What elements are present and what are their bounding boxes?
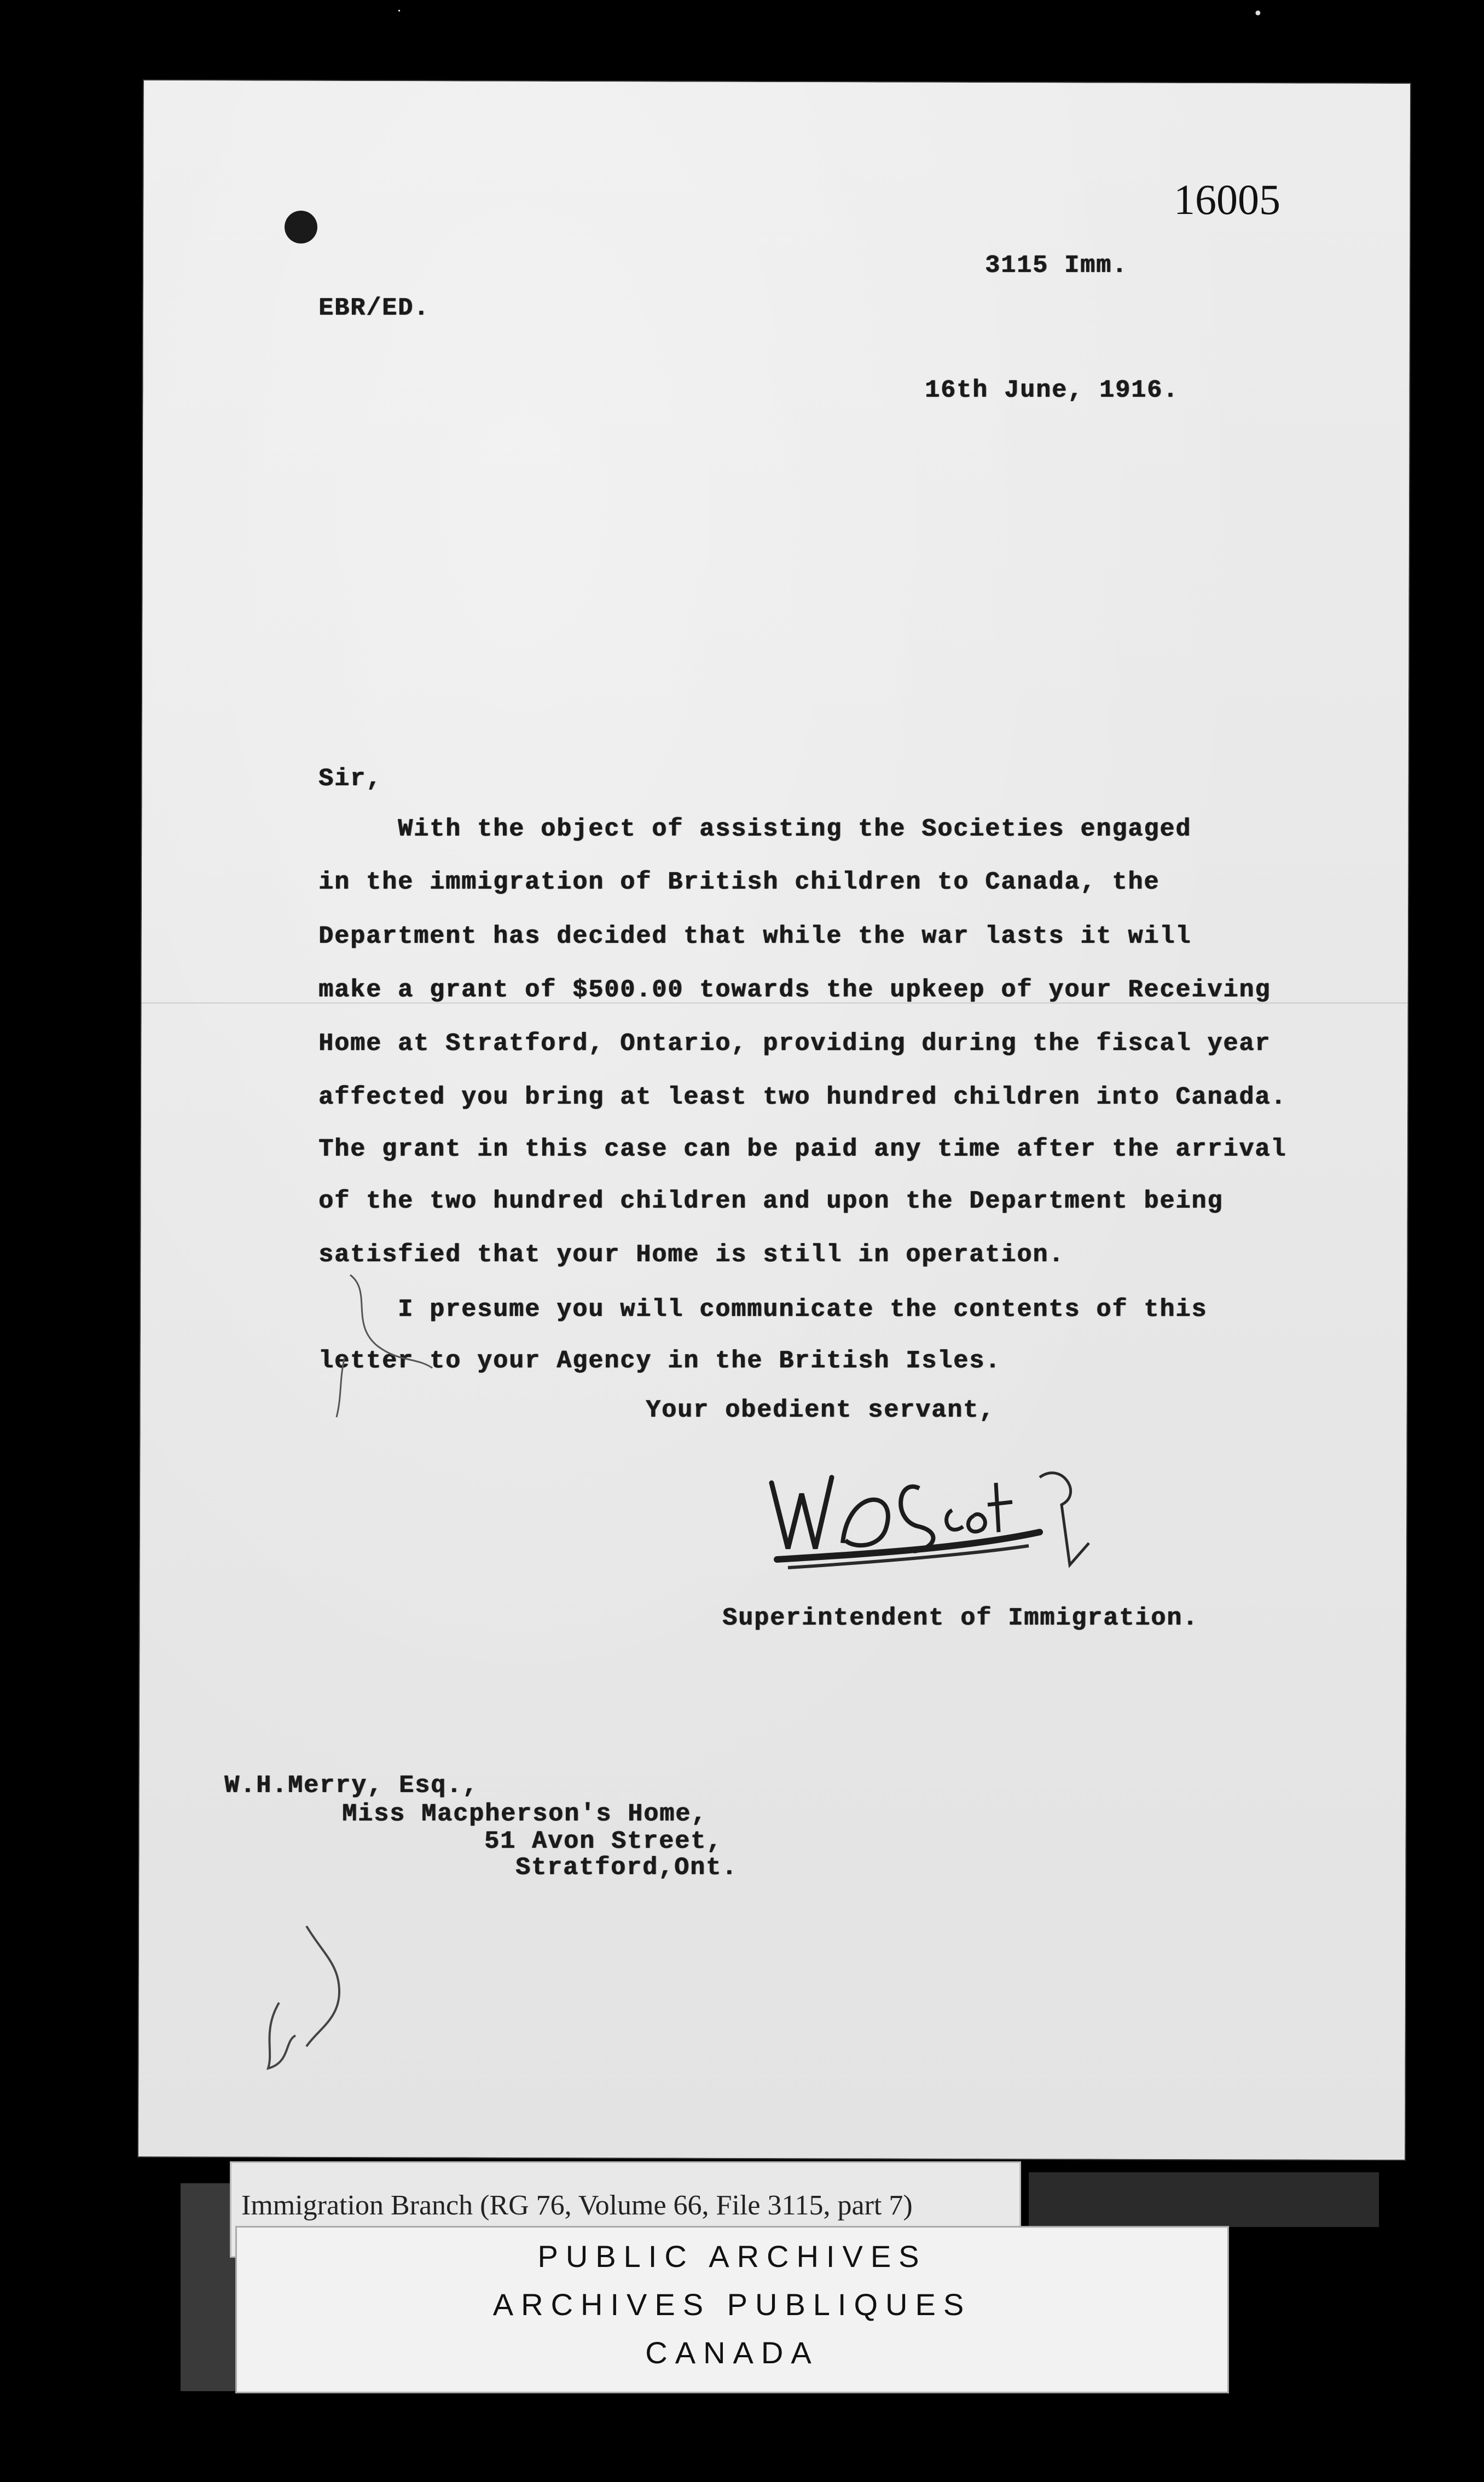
file-number: 16005 [1174,176,1280,223]
label-backing [1029,2172,1379,2227]
film-mark: • [1253,4,1263,24]
body-line: affected you bring at least two hundred children into Canada. [318,1083,1287,1111]
typist-initials: EBR/ED. [318,294,430,322]
body-line: in the immigration of British children to Canada, the [318,868,1160,896]
signatory-title: Superintendent of Immigration. [722,1604,1199,1632]
file-reference: 3115 Imm. [985,252,1128,280]
signature [755,1445,1105,1587]
address-line: 51 Avon Street, [484,1828,723,1855]
stamp-line: PUBLIC ARCHIVES [537,2239,927,2274]
stamp-line: ARCHIVES PUBLIQUES [492,2287,972,2322]
ink-blot [285,211,317,243]
archive-stamp-card [235,2226,1229,2393]
body-line: Home at Stratford, Ontario, providing during the fiscal year [318,1030,1271,1058]
salutation: Sir, [318,765,382,793]
body-line: With the object of assisting the Societies engaged [318,815,1192,843]
letter-date: 16th June, 1916. [925,376,1179,404]
film-mark: ˙ [395,8,403,27]
body-line: of the two hundred children and upon the Department being [318,1187,1224,1215]
pencil-mark [257,1904,367,2079]
body-line: Department has decided that while the war lasts it will [318,923,1192,950]
letter-page [138,80,1410,2160]
body-line: I presume you will communicate the contents of this [318,1296,1208,1324]
body-line: The grant in this case can be paid any time after the arrival [318,1135,1287,1163]
address-line: Miss Macpherson's Home, [342,1800,708,1828]
body-line: satisfied that your Home is still in operation. [318,1241,1065,1269]
body-line: letter to your Agency in the British Isles. [318,1347,1001,1375]
body-line: make a grant of $500.00 towards the upkeep of your Receiving [318,976,1271,1004]
archive-reference: Immigration Branch (RG 76, Volume 66, File 3115, part 7) [241,2190,913,2221]
stamp-line: CANADA [645,2335,819,2370]
closing: Your obedient servant, [646,1396,995,1424]
pencil-mark [328,1259,460,1423]
address-line: W.H.Merry, Esq., [224,1772,479,1800]
address-line: Stratford,Ont. [515,1854,738,1882]
